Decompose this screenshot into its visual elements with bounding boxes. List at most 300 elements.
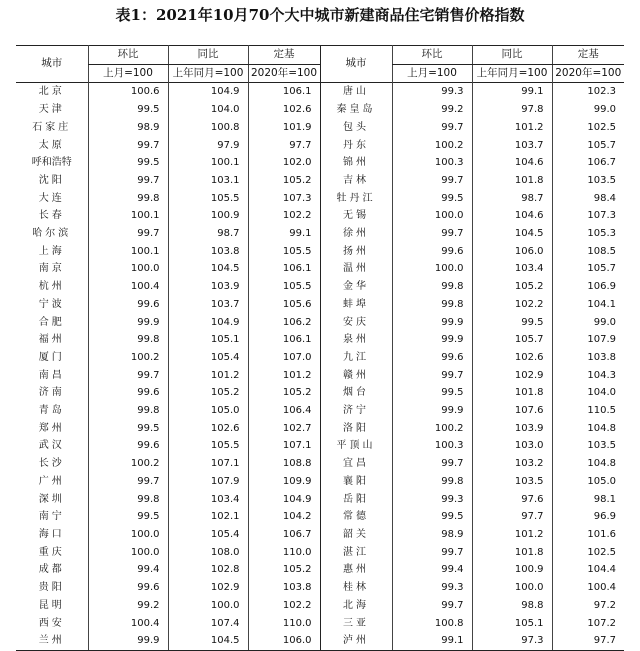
yoy-cell: 103.2 [472,455,552,473]
mom-base-2: 上月=100 [392,64,472,83]
fixed-header: 定基 [248,46,320,65]
fixed-cell: 97.7 [552,632,624,650]
fixed-cell: 106.0 [248,632,320,650]
fixed-cell: 105.2 [248,384,320,402]
mom-cell: 99.8 [392,473,472,491]
fixed-cell: 104.8 [552,420,624,438]
mom-cell: 99.6 [88,296,168,314]
yoy-cell: 103.4 [168,491,248,509]
table-row [16,243,624,261]
yoy-cell: 105.0 [168,402,248,420]
fixed-cell: 104.8 [552,455,624,473]
city-cell: 贵阳 [38,582,65,594]
fixed-cell: 106.4 [248,402,320,420]
city-cell: 包头 [320,119,392,137]
mom-cell: 99.9 [392,314,472,332]
mom-cell: 99.8 [88,331,168,349]
mom-cell: 99.4 [392,561,472,579]
fixed-cell: 104.9 [248,491,320,509]
city-cell: 泸州 [320,632,392,650]
city-cell: 锦州 [320,154,392,172]
fixed-cell: 102.6 [248,101,320,119]
yoy-cell: 105.1 [168,331,248,349]
mom-cell: 99.6 [88,579,168,597]
fixed-cell: 106.9 [552,278,624,296]
table-row [16,349,624,367]
yoy-base: 上年同月=100 [168,64,248,83]
mom-cell: 100.2 [392,137,472,155]
city-cell: 惠州 [320,561,392,579]
city-cell: 北京 [38,86,65,98]
mom-cell: 99.5 [88,508,168,526]
table-row [16,278,624,296]
yoy-cell: 106.0 [472,243,552,261]
mom-cell: 99.8 [392,278,472,296]
fixed-cell: 106.2 [248,314,320,332]
yoy-cell: 103.7 [472,137,552,155]
mom-cell: 99.2 [88,597,168,615]
mom-cell: 99.5 [88,101,168,119]
fixed-cell: 106.1 [248,260,320,278]
table-row [16,314,624,332]
city-cell: 合肥 [38,316,65,328]
yoy-cell: 99.1 [472,83,552,101]
fixed-cell: 102.3 [552,83,624,101]
table-row [16,296,624,314]
mom-cell: 100.0 [392,260,472,278]
fixed-cell: 106.7 [248,526,320,544]
yoy-cell: 102.6 [168,420,248,438]
city-cell: 徐州 [320,225,392,243]
city-cell: 温州 [320,260,392,278]
city-cell: 昆明 [38,599,65,611]
mom-cell: 99.6 [392,243,472,261]
mom-cell: 99.6 [88,384,168,402]
city-cell: 赣州 [320,367,392,385]
fixed-cell: 105.5 [248,278,320,296]
city-cell: 金华 [320,278,392,296]
city-cell: 泉州 [320,331,392,349]
fixed-cell: 106.7 [552,154,624,172]
fixed-cell: 107.9 [552,331,624,349]
fixed-cell: 97.7 [248,137,320,155]
mom-cell: 99.4 [88,561,168,579]
mom-cell: 99.2 [392,101,472,119]
table-row [16,101,624,119]
mom-cell: 99.7 [88,172,168,190]
mom-cell: 100.1 [88,243,168,261]
yoy-cell: 105.1 [472,615,552,633]
mom-cell: 98.9 [88,119,168,137]
table-row [16,119,624,137]
city-cell: 长春 [38,210,65,222]
yoy-cell: 97.3 [472,632,552,650]
city-cell: 北海 [320,597,392,615]
yoy-cell: 101.2 [168,367,248,385]
city-cell: 呼和浩特 [31,157,72,169]
fixed-cell: 107.2 [552,615,624,633]
fixed-base: 2020年=100 [248,64,320,83]
fixed-cell: 107.0 [248,349,320,367]
mom-cell: 99.9 [88,314,168,332]
mom-cell: 99.8 [88,190,168,208]
table-row [16,207,624,225]
city-cell: 成都 [38,564,65,576]
yoy-cell: 98.7 [168,225,248,243]
yoy-cell: 102.1 [168,508,248,526]
city-cell: 唐山 [320,83,392,101]
yoy-cell: 100.1 [168,154,248,172]
yoy-cell: 104.0 [168,101,248,119]
mom-cell: 99.8 [392,296,472,314]
yoy-cell: 108.0 [168,544,248,562]
city-cell: 济宁 [320,402,392,420]
fixed-cell: 105.6 [248,296,320,314]
mom-cell: 99.8 [88,491,168,509]
city-cell: 丹东 [320,137,392,155]
city-cell: 深圳 [38,493,65,505]
fixed-cell: 105.7 [552,137,624,155]
fixed-cell: 99.1 [248,225,320,243]
mom-cell: 99.9 [392,331,472,349]
city-cell: 烟台 [320,384,392,402]
yoy-cell: 102.9 [472,367,552,385]
table-row [16,615,624,633]
mom-cell: 100.0 [392,207,472,225]
fixed-cell: 101.2 [248,367,320,385]
city-cell: 九江 [320,349,392,367]
fixed-cell: 102.2 [248,597,320,615]
yoy-cell: 97.7 [472,508,552,526]
yoy-cell: 103.8 [168,243,248,261]
fixed-cell: 109.9 [248,473,320,491]
mom-cell: 100.3 [392,437,472,455]
mom-cell: 100.6 [88,83,168,101]
city-cell: 西安 [38,617,65,629]
city-cell: 青岛 [38,405,65,417]
yoy-cell: 104.9 [168,314,248,332]
fixed-cell: 104.4 [552,561,624,579]
fixed-cell: 106.1 [248,331,320,349]
city-cell: 南京 [38,263,65,275]
yoy-cell: 104.9 [168,83,248,101]
table-row [16,473,624,491]
yoy-cell: 105.2 [168,384,248,402]
yoy-header-2: 同比 [472,46,552,65]
fixed-cell: 105.7 [552,260,624,278]
fixed-header-2: 定基 [552,46,624,65]
city-cell: 牡丹江 [320,190,392,208]
yoy-cell: 103.9 [472,420,552,438]
yoy-cell: 97.8 [472,101,552,119]
yoy-cell: 107.6 [472,402,552,420]
yoy-cell: 97.6 [472,491,552,509]
fixed-cell: 97.2 [552,597,624,615]
mom-cell: 99.7 [392,597,472,615]
yoy-cell: 99.5 [472,314,552,332]
city-cell: 杭州 [38,281,65,293]
city-cell: 哈尔滨 [32,228,72,240]
city-cell: 南宁 [38,511,65,523]
yoy-cell: 97.9 [168,137,248,155]
table-row [16,172,624,190]
fixed-cell: 107.1 [248,437,320,455]
mom-cell: 99.7 [392,119,472,137]
mom-cell: 99.5 [88,154,168,172]
fixed-cell: 101.6 [552,526,624,544]
yoy-cell: 102.6 [472,349,552,367]
table-row [16,83,624,101]
table-row [16,367,624,385]
yoy-cell: 103.4 [472,260,552,278]
fixed-cell: 107.3 [248,190,320,208]
city-cell: 天津 [38,104,65,116]
mom-cell: 99.6 [88,437,168,455]
city-cell: 三亚 [320,615,392,633]
yoy-cell: 107.9 [168,473,248,491]
yoy-cell: 104.6 [472,154,552,172]
table-row [16,137,624,155]
fixed-cell: 104.0 [552,384,624,402]
mom-cell: 99.8 [88,402,168,420]
fixed-cell: 103.8 [552,349,624,367]
yoy-cell: 98.8 [472,597,552,615]
mom-cell: 100.1 [88,207,168,225]
yoy-cell: 105.5 [168,190,248,208]
city-cell: 厦门 [38,351,65,363]
fixed-cell: 103.5 [552,172,624,190]
mom-cell: 99.7 [88,473,168,491]
mom-cell: 100.8 [392,615,472,633]
mom-cell: 100.3 [392,154,472,172]
yoy-cell: 105.5 [168,437,248,455]
city-cell: 蚌埠 [320,296,392,314]
fixed-cell: 104.2 [248,508,320,526]
fixed-cell: 102.5 [552,544,624,562]
mom-cell: 99.3 [392,83,472,101]
city-cell: 海口 [38,528,65,540]
mom-cell: 99.7 [392,544,472,562]
fixed-cell: 110.5 [552,402,624,420]
fixed-cell: 102.2 [248,207,320,225]
fixed-base-2: 2020年=100 [552,64,624,83]
city-cell: 济南 [38,387,65,399]
table-row [16,190,624,208]
yoy-cell: 102.2 [472,296,552,314]
fixed-cell: 105.2 [248,561,320,579]
fixed-cell: 110.0 [248,615,320,633]
table-row [16,579,624,597]
fixed-cell: 110.0 [248,544,320,562]
table-row [16,455,624,473]
mom-cell: 99.3 [392,579,472,597]
fixed-cell: 103.5 [552,437,624,455]
yoy-cell: 107.4 [168,615,248,633]
table-row [16,544,624,562]
mom-cell: 99.7 [88,137,168,155]
yoy-header: 同比 [168,46,248,65]
yoy-cell: 104.6 [472,207,552,225]
fixed-cell: 102.7 [248,420,320,438]
mom-base: 上月=100 [88,64,168,83]
yoy-cell: 103.7 [168,296,248,314]
mom-cell: 99.7 [392,455,472,473]
table-title: 表1：2021年10月70个大中城市新建商品住宅销售价格指数 [115,6,525,24]
fixed-cell: 102.0 [248,154,320,172]
mom-cell: 99.1 [392,632,472,650]
fixed-cell: 105.5 [248,243,320,261]
city-cell: 广州 [38,475,65,487]
city-cell: 福州 [38,334,65,346]
yoy-cell: 100.9 [168,207,248,225]
table-row [16,437,624,455]
mom-cell: 99.7 [88,367,168,385]
yoy-cell: 100.0 [168,597,248,615]
yoy-cell: 102.9 [168,579,248,597]
fixed-cell: 98.4 [552,190,624,208]
yoy-cell: 104.5 [472,225,552,243]
yoy-cell: 102.8 [168,561,248,579]
city-cell: 兰州 [16,632,88,650]
mom-cell: 99.7 [392,367,472,385]
city-cell: 石家庄 [32,121,72,133]
city-header-2: 城市 [320,46,392,83]
fixed-cell: 106.1 [248,83,320,101]
fixed-cell: 103.8 [248,579,320,597]
city-cell: 宁波 [38,298,65,310]
yoy-cell: 105.7 [472,331,552,349]
city-cell: 洛阳 [320,420,392,438]
city-cell: 桂林 [320,579,392,597]
mom-cell: 99.5 [392,384,472,402]
table-row [16,225,624,243]
yoy-cell: 107.1 [168,455,248,473]
yoy-cell: 103.9 [168,278,248,296]
mom-cell: 99.9 [392,402,472,420]
mom-cell: 98.9 [392,526,472,544]
mom-cell: 100.0 [88,526,168,544]
table-row [16,331,624,349]
mom-header-2: 环比 [392,46,472,65]
mom-cell: 100.0 [88,260,168,278]
mom-cell: 99.3 [392,491,472,509]
city-cell: 长沙 [38,458,65,470]
mom-cell: 99.5 [88,420,168,438]
city-cell: 南昌 [38,369,65,381]
fixed-cell: 98.1 [552,491,624,509]
fixed-cell: 104.3 [552,367,624,385]
table-row [16,508,624,526]
table-row [16,526,624,544]
city-cell: 平顶山 [320,437,392,455]
table-row [16,597,624,615]
table-row [16,154,624,172]
yoy-cell: 103.0 [472,437,552,455]
city-cell: 秦皇岛 [320,101,392,119]
mom-cell: 100.4 [88,615,168,633]
table-row [16,420,624,438]
yoy-base-2: 上年同月=100 [472,64,552,83]
fixed-cell: 105.3 [552,225,624,243]
fixed-cell: 96.9 [552,508,624,526]
price-index-table [16,45,624,651]
mom-cell: 99.9 [88,632,168,650]
yoy-cell: 104.5 [168,632,248,650]
table-row [16,561,624,579]
city-cell: 宜昌 [320,455,392,473]
city-header: 城市 [41,57,63,70]
fixed-cell: 108.8 [248,455,320,473]
table-row [16,402,624,420]
city-cell: 吉林 [320,172,392,190]
city-cell: 岳阳 [320,491,392,509]
city-cell: 安庆 [320,314,392,332]
fixed-cell: 100.4 [552,579,624,597]
yoy-cell: 100.0 [472,579,552,597]
city-cell: 无锡 [320,207,392,225]
mom-cell: 100.0 [88,544,168,562]
mom-cell: 100.2 [88,349,168,367]
mom-cell: 99.7 [88,225,168,243]
city-cell: 郑州 [38,422,65,434]
fixed-cell: 99.0 [552,101,624,119]
mom-cell: 99.5 [392,190,472,208]
city-cell: 常德 [320,508,392,526]
yoy-cell: 103.1 [168,172,248,190]
yoy-cell: 105.2 [472,278,552,296]
yoy-cell: 100.8 [168,119,248,137]
city-cell: 大连 [38,192,65,204]
city-cell: 扬州 [320,243,392,261]
yoy-cell: 101.8 [472,384,552,402]
city-cell: 韶关 [320,526,392,544]
fixed-cell: 104.1 [552,296,624,314]
mom-cell: 99.7 [392,225,472,243]
mom-cell: 100.2 [392,420,472,438]
yoy-cell: 101.8 [472,172,552,190]
yoy-cell: 98.7 [472,190,552,208]
header-row-1 [16,46,624,65]
fixed-cell: 107.3 [552,207,624,225]
mom-cell: 99.5 [392,508,472,526]
yoy-cell: 105.4 [168,526,248,544]
mom-cell: 99.7 [392,172,472,190]
table-row [16,491,624,509]
fixed-cell: 99.0 [552,314,624,332]
yoy-cell: 101.2 [472,526,552,544]
table-row [16,632,624,650]
table-row [16,260,624,278]
city-cell: 太原 [38,139,65,151]
mom-cell: 100.2 [88,455,168,473]
mom-header: 环比 [88,46,168,65]
mom-cell: 100.4 [88,278,168,296]
fixed-cell: 105.0 [552,473,624,491]
fixed-cell: 101.9 [248,119,320,137]
city-cell: 重庆 [38,546,65,558]
fixed-cell: 105.2 [248,172,320,190]
city-cell: 湛江 [320,544,392,562]
fixed-cell: 108.5 [552,243,624,261]
table-row [16,384,624,402]
yoy-cell: 100.9 [472,561,552,579]
yoy-cell: 105.4 [168,349,248,367]
city-cell: 沈阳 [38,174,65,186]
city-cell: 武汉 [38,440,65,452]
city-cell: 襄阳 [320,473,392,491]
fixed-cell: 102.5 [552,119,624,137]
city-cell: 上海 [38,245,65,257]
